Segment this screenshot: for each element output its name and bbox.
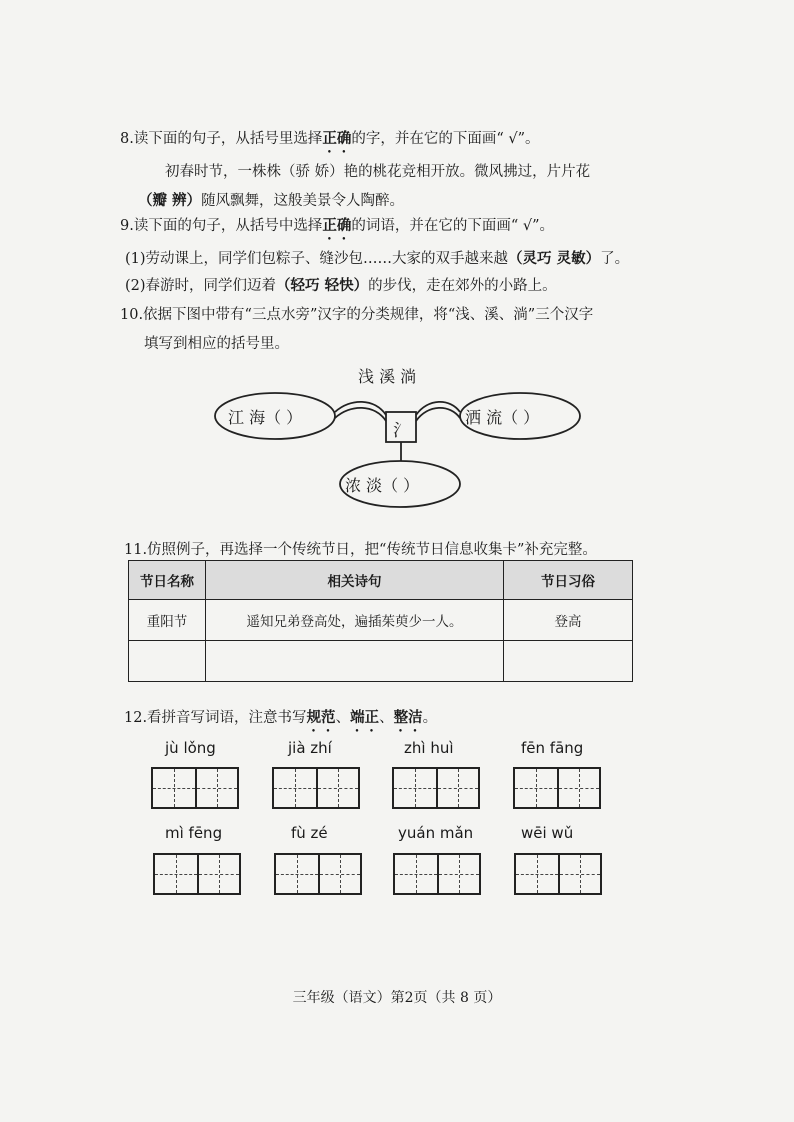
cell-custom-blank[interactable] <box>504 641 633 682</box>
bottom-group: 浓 淡（ ） <box>345 476 420 495</box>
pinyin-1: jù lǒng <box>165 739 216 757</box>
classification-diagram <box>210 360 600 510</box>
pinyin-4: fēn fāng <box>521 739 584 757</box>
q12-prompt-text: 12.看拼音写词语，注意书写 <box>124 710 307 726</box>
q8-prompt <box>120 127 540 156</box>
q11-prompt: 11.仿照例子，再选择一个传统节日，把“传统节日信息收集卡”补充完整。 <box>124 542 597 558</box>
q8-option-choice: （瓣 辨） <box>138 192 202 209</box>
q8-sentence-line2 <box>138 189 404 210</box>
q9-item1-options: （灵巧 灵敏） <box>508 250 601 267</box>
q8-prompt-text: 8.读下面的句子，从括号里选择 <box>120 131 323 147</box>
pinyin-5: mì fēng <box>165 824 223 842</box>
q10-prompt-line1: 10.依据下图中带有“三点水旁”汉字的分类规律，将“浅、溪、淌”三个汉字 <box>120 307 594 323</box>
q12-emphasis-3: 整洁 <box>393 709 423 726</box>
q12-emphasis-1: 规范 <box>306 709 336 726</box>
q10-prompt-line2: 填写到相应的括号里。 <box>144 336 289 352</box>
q8-prompt-emphasis: 正确 <box>322 130 352 147</box>
writing-grid[interactable] <box>274 853 362 895</box>
q9-item2-text: (2)春游时，同学们迈着 <box>125 278 277 294</box>
q12-prompt <box>124 706 437 735</box>
writing-grid[interactable] <box>392 767 480 809</box>
writing-grid[interactable] <box>513 767 601 809</box>
water-radical: 氵 <box>393 421 410 441</box>
pinyin-8: wēi wǔ <box>521 824 574 842</box>
q9-item1 <box>125 247 629 268</box>
diagram-words: 浅 溪 淌 <box>358 367 417 386</box>
pinyin-7: yuán mǎn <box>398 824 474 842</box>
table-row <box>129 600 633 641</box>
pinyin-6: fù zé <box>291 824 328 842</box>
q12-prompt-end: 。 <box>422 710 438 726</box>
cell-custom: 登高 <box>504 600 633 641</box>
q9-prompt <box>120 214 554 243</box>
q8-sentence-rest: 随风飘舞，这般美景令人陶醉。 <box>201 193 405 209</box>
cell-poem-blank[interactable] <box>206 641 504 682</box>
right-group: 洒 流（ ） <box>465 408 540 427</box>
table-row-blank <box>129 641 633 682</box>
q12-sep-2: 、 <box>379 710 394 726</box>
writing-grid[interactable] <box>272 767 360 809</box>
writing-grid[interactable] <box>393 853 481 895</box>
q8-sentence-line1: 初春时节，一株株（骄 娇）艳的桃花竞相开放。微风拂过，片片花 <box>165 164 591 180</box>
writing-grid[interactable] <box>151 767 239 809</box>
pinyin-2: jià zhí <box>288 739 332 757</box>
cell-festival-blank[interactable] <box>129 641 206 682</box>
festival-card-table <box>128 560 633 682</box>
pinyin-3: zhì huì <box>404 739 454 757</box>
q9-item1-text: (1)劳动课上，同学们包粽子、缝沙包……大家的双手越来越 <box>125 251 509 267</box>
table-header-row <box>129 561 633 600</box>
left-group: 江 海（ ） <box>228 408 303 427</box>
q9-prompt-text: 9.读下面的句子，从括号中选择 <box>120 218 323 234</box>
cell-festival: 重阳节 <box>129 600 206 641</box>
writing-grid[interactable] <box>153 853 241 895</box>
cell-poem: 遥知兄弟登高处，遍插茱萸少一人。 <box>206 600 504 641</box>
writing-grid[interactable] <box>514 853 602 895</box>
header-festival-name: 节日名称 <box>129 561 206 600</box>
header-custom: 节日习俗 <box>504 561 633 600</box>
q9-item1-end: 了。 <box>600 251 630 267</box>
q9-item2 <box>125 274 557 295</box>
q9-prompt-emphasis: 正确 <box>322 217 352 234</box>
header-poem: 相关诗句 <box>206 561 504 600</box>
q9-item2-end: 的步伐，走在郊外的小路上。 <box>368 278 557 294</box>
q9-prompt-text-end: 的词语，并在它的下面画“ √”。 <box>351 218 555 234</box>
q12-emphasis-2: 端正 <box>350 709 380 726</box>
q9-item2-options: （轻巧 轻快） <box>276 277 369 294</box>
q12-sep-1: 、 <box>335 710 351 726</box>
page-footer: 三年级（语文）第2页（共 8 页） <box>292 990 502 1006</box>
q8-prompt-text-end: 的字，并在它的下面画“ √”。 <box>351 131 540 147</box>
